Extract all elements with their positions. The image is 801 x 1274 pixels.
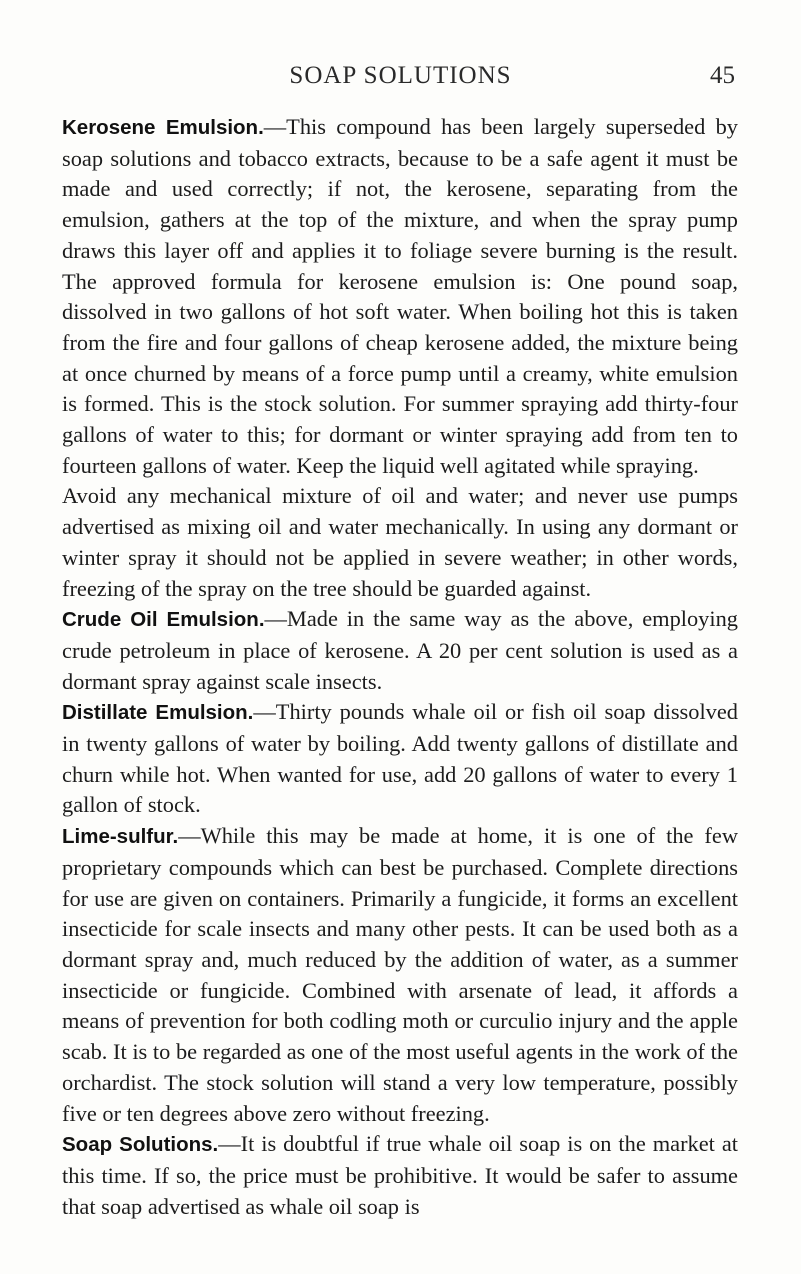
page-number: 45 xyxy=(710,62,735,89)
paragraph-heading: Crude Oil Emulsion. xyxy=(62,608,265,632)
body-text xyxy=(62,112,738,1222)
paragraph-text: —Thirty pounds whale oil or fish oil soap dissolved in twenty gallons of water by boiling. Add twenty gallons of distillate and churn while hot. When wanted for use, add 20 gallons of water to every 1 gallon of stock. xyxy=(62,699,738,818)
paragraph-text: —Made in the same way as the above, employing crude petroleum in place of kerosene. A 20 per cent solution is used as a dormant spray against scale insects. xyxy=(62,606,738,694)
paragraph-crude-oil-emulsion xyxy=(62,604,738,697)
paragraph-soap-solutions xyxy=(62,1129,738,1222)
paragraph-kerosene-emulsion xyxy=(62,112,738,481)
running-title: SOAP SOLUTIONS xyxy=(289,62,512,89)
paragraph-text: —This compound has been largely superseded by soap solutions and tobacco extracts, because to be a safe agent it must be made and used correctly; if not, the kerosene, separating from the emulsion, gathers at the top of the mixture, and when the spray pump draws this layer off and applies it to foliage severe burning is the result. The approved formula for kerosene emulsion is: One pound soap, dissolved in two gallons of hot soft water. When boiling hot this is taken from the fire and four gallons of cheap kerosene added, the mixture being at once churned by means of a force pump until a creamy, white emulsion is formed. This is the stock solution. For summer spraying add thirty-four gallons of water to this; for dormant or winter spraying add from ten to fourteen gallons of water. Keep the liquid well agitated while spraying. xyxy=(62,114,738,478)
paragraph-heading: Soap Solutions. xyxy=(62,1133,219,1157)
running-head xyxy=(0,62,801,98)
paragraph-lime-sulfur xyxy=(62,821,738,1129)
paragraph-text: —It is doubtful if true whale oil soap is on the market at this time. If so, the price must be prohibitive. It would be safer to assume that soap advertised as whale oil soap is xyxy=(62,1131,738,1219)
paragraph-heading: Distillate Emulsion. xyxy=(62,701,254,725)
paragraph-heading: Kerosene Emulsion. xyxy=(62,116,264,139)
paragraph-text: —While this may be made at home, it is one of the few proprietary compounds which can best be purchased. Complete directions for use are given on containers. Primarily a fungicide, it forms an excellent insecticide for scale insects and many other pests. It can be used both as a dormant spray and, much reduced by the addition of water, as a summer insecticide or fungicide. Combined with arsenate of lead, it affords a means of prevention for both codling moth or curculio injury and the apple scab. It is to be regarded as one of the most useful agents in the work of the orchardist. The stock solution will stand a very low temperature, possibly five or ten degrees above zero without freezing. xyxy=(62,823,738,1126)
paragraph-avoid-mechanical-mixture xyxy=(62,481,738,604)
paragraph-heading: Lime-sulfur. xyxy=(62,825,179,849)
paragraph-text: Avoid any mechanical mixture of oil and water; and never use pumps advertised as mixing oil and water mechanically. In using any dormant or winter spray it should not be applied in severe weather; in other words, freezing of the spray on the tree should be guarded against. xyxy=(62,483,738,601)
paragraph-distillate-emulsion xyxy=(62,697,738,821)
